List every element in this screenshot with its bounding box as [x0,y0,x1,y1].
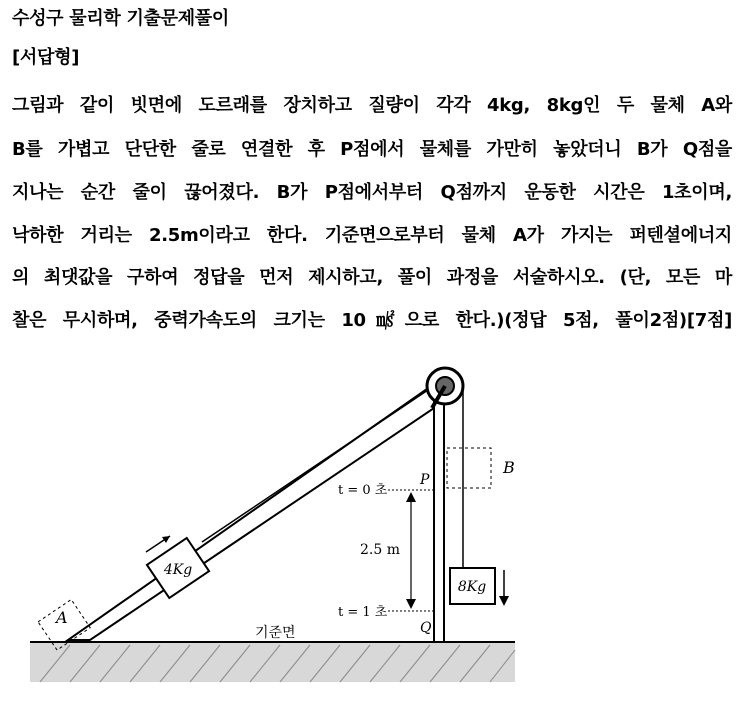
problem-line-4: 낙하한 거리는 2.5m이라고 한다. 기준면으로부터 물체 A가 가지는 퍼텐셜에너지 [12,225,732,246]
down-arrow [499,570,509,606]
label-B: B [503,458,515,477]
label-A: A [56,608,68,627]
support-post [434,390,444,642]
block-B-ghost [447,448,491,488]
page-title: 수성구 물리학 기출문제풀이 [12,8,229,29]
ground [30,642,515,682]
problem-line-3: 지나는 순간 줄이 끊어졌다. B가 P점에서부터 Q점까지 운동한 시간은 1초이며, [12,182,732,203]
problem-line-6: 찰은 무시하며, 중력가속도의 크기는 10㎨으로 한다.)(정답 5점, 풀이2점)[7점] [12,310,732,331]
label-ground: 기준면 [255,625,296,641]
question-type-tag: [서답형] [12,47,80,68]
incline-ramp [68,384,446,640]
motion-arrow [146,536,170,552]
problem-line-1: 그림과 같이 빗면에 도르래를 장치하고 질량이 각각 4kg, 8kg인 두 물체 A와 [12,95,732,116]
label-distance: 2.5 m [360,542,400,558]
problem-line-5: 의 최댓값을 구하여 정답을 먼저 제시하고, 풀이 과정을 서술하시오. (단, 모든 마 [12,267,732,288]
label-8kg: 8Kg [457,579,487,595]
problem-line-2: B를 가볍고 단단한 줄로 연결한 후 P점에서 물체를 가만히 놓았더니 B가 Q점을 [12,139,732,160]
incline-pulley-diagram [0,340,743,712]
label-time-Q: t = 1 초 [338,605,388,620]
label-time-P: t = 0 초 [338,483,388,498]
string-incline [202,390,428,542]
label-4kg: 4Kg [163,562,193,578]
distance-arrow [406,492,416,609]
label-P: P [420,472,430,488]
label-Q: Q [420,620,432,636]
